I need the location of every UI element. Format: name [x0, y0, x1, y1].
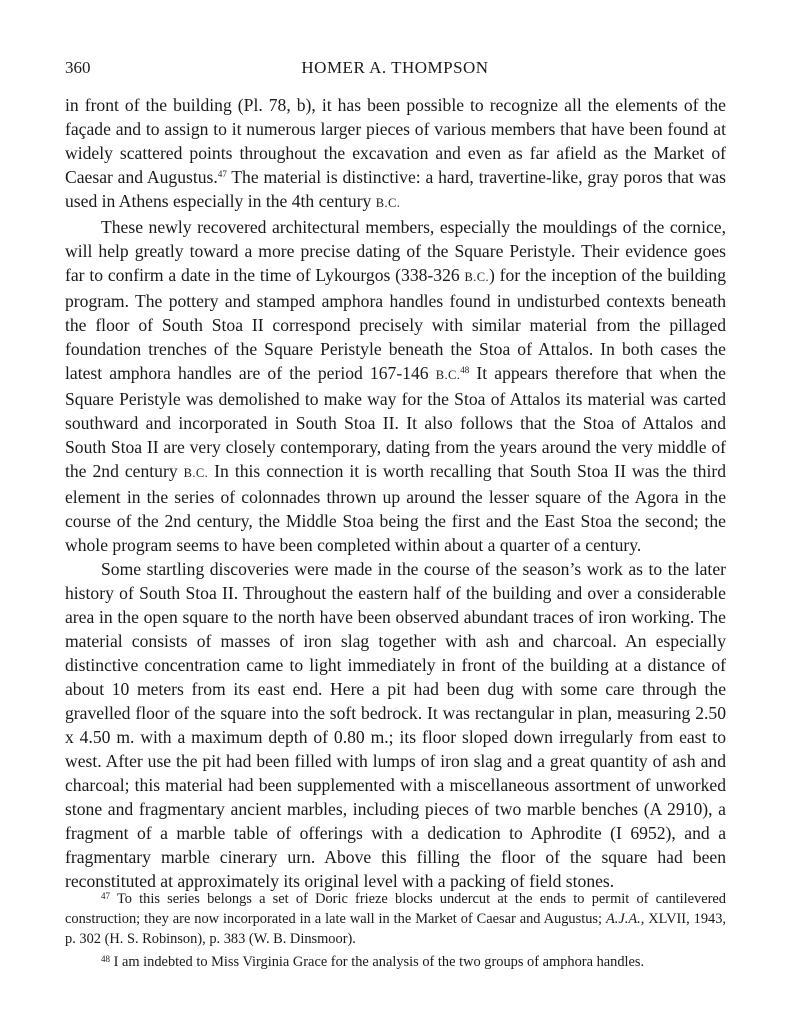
- era-abbreviation: B.C.: [435, 368, 461, 382]
- footnote-mark: 48: [101, 954, 110, 964]
- footnote-ref-47: 47: [217, 169, 227, 179]
- paragraph-2-text-d: In this connection it is worth recalling that South Stoa II was the third element in the series of colonnades thrown up around the lesser square of the Agora in the course of the 2nd century, the Middle Stoa being the first and the East Stoa the second; the whole program seems to have been completed within about a quarter of a century.: [65, 461, 727, 555]
- paragraph-2-text-a: These newly recovered architectural members, especially the mouldings of the cornice, will help greatly toward a more precise dating of the Square Peristyle. Their evidence goes far to confirm a date in the time of Lykourgos (338-326: [65, 217, 726, 285]
- page-header: [65, 58, 725, 82]
- journal-abbreviation: A.J.A.: [605, 911, 641, 927]
- paragraph-1: [65, 93, 726, 215]
- paragraph-1-text-a: in front of the building (Pl. 78, b), it has been possible to recognize all the elements of the façade and to assign to it numerous larger pieces of various members that have been found at widely scattered points throughout the excavation and even as far afield as the Market of Caesar and Augustus.: [65, 95, 726, 187]
- era-abbreviation: B.C.: [183, 466, 209, 480]
- footnote-47-text-a: To this series belongs a set of Doric frieze blocks undercut at the ends to permit of cantilevered construction; they are now incorporated in a late wall in the Market of Caesar and Augustus;: [65, 891, 726, 927]
- running-head: HOMER A. THOMPSON: [301, 58, 489, 77]
- paragraph-1-text-b: The material is distinctive: a hard, travertine-like, gray poros that was used in Athens especially in the 4th century: [65, 167, 726, 211]
- paragraph-3: Some startling discoveries were made in the course of the season’s work as to the later history of South Stoa II. Throughout the eastern half of the building and over a considerable area in the open square to the north have been observed abundant traces of iron working. The material consists of masses of iron slag together with ash and charcoal. An especially distinctive concentration came to light immediately in front of the building at a distance of about 10 meters from its east end. Here a pit had been dug with some care through the gravelled floor of the square into the soft bedrock. It was rectangular in plan, measuring 2.50 x 4.50 m. with a maximum depth of 0.80 m.; its floor sloped down irregularly from east to west. After use the pit had been filled with lumps of iron slag and a great quantity of ash and charcoal; this material had been supplemented with a miscellaneous assortment of unworked stone and fragmentary ancient marbles, including pieces of two marble benches (A 2910), a fragment of a marble table of offerings with a dedication to Aphrodite (I 6952), and a fragmentary marble cinerary urn. Above this filling the floor of the square had been reconstituted at approximately its original level with a packing of field stones.: [65, 559, 726, 891]
- body-text: [65, 93, 726, 893]
- paragraph-2-text-b: ) for the inception of the building program. The pottery and stamped amphora handles found in undisturbed contexts beneath the floor of South Stoa II correspond precisely with similar material from the pillaged foundation trenches of the Square Peristyle beneath the Stoa of Attalos. In both cases the latest amphora handles are of the period 167-146: [65, 265, 726, 383]
- paragraph-2: [65, 215, 726, 557]
- paragraph-2-text-c: It appears therefore that when the Square Peristyle was demolished to make way for the Stoa of Attalos its material was carted southward and incorporated in South Stoa II. It also follows that the Stoa of Attalos and South Stoa II are very closely contemporary, dating from the years around the very middle of the 2nd century: [65, 363, 726, 481]
- era-abbreviation: B.C.: [375, 196, 401, 210]
- page-number: 360: [65, 58, 91, 77]
- footnote-48-text: I am indebted to Miss Virginia Grace for the analysis of the two groups of amphora handles.: [110, 954, 645, 970]
- footnote-mark: 47: [101, 891, 110, 901]
- footnote-ref-48: 48: [460, 365, 470, 375]
- footnote-48: [65, 949, 726, 972]
- era-abbreviation: B.C.: [464, 270, 489, 284]
- footnote-47-text-b: , XLVII, 1943, p. 302 (H. S. Robinson), p. 383 (W. B. Dinsmoor).: [65, 911, 727, 947]
- footnote-47: [65, 886, 726, 949]
- footnotes: [65, 886, 726, 972]
